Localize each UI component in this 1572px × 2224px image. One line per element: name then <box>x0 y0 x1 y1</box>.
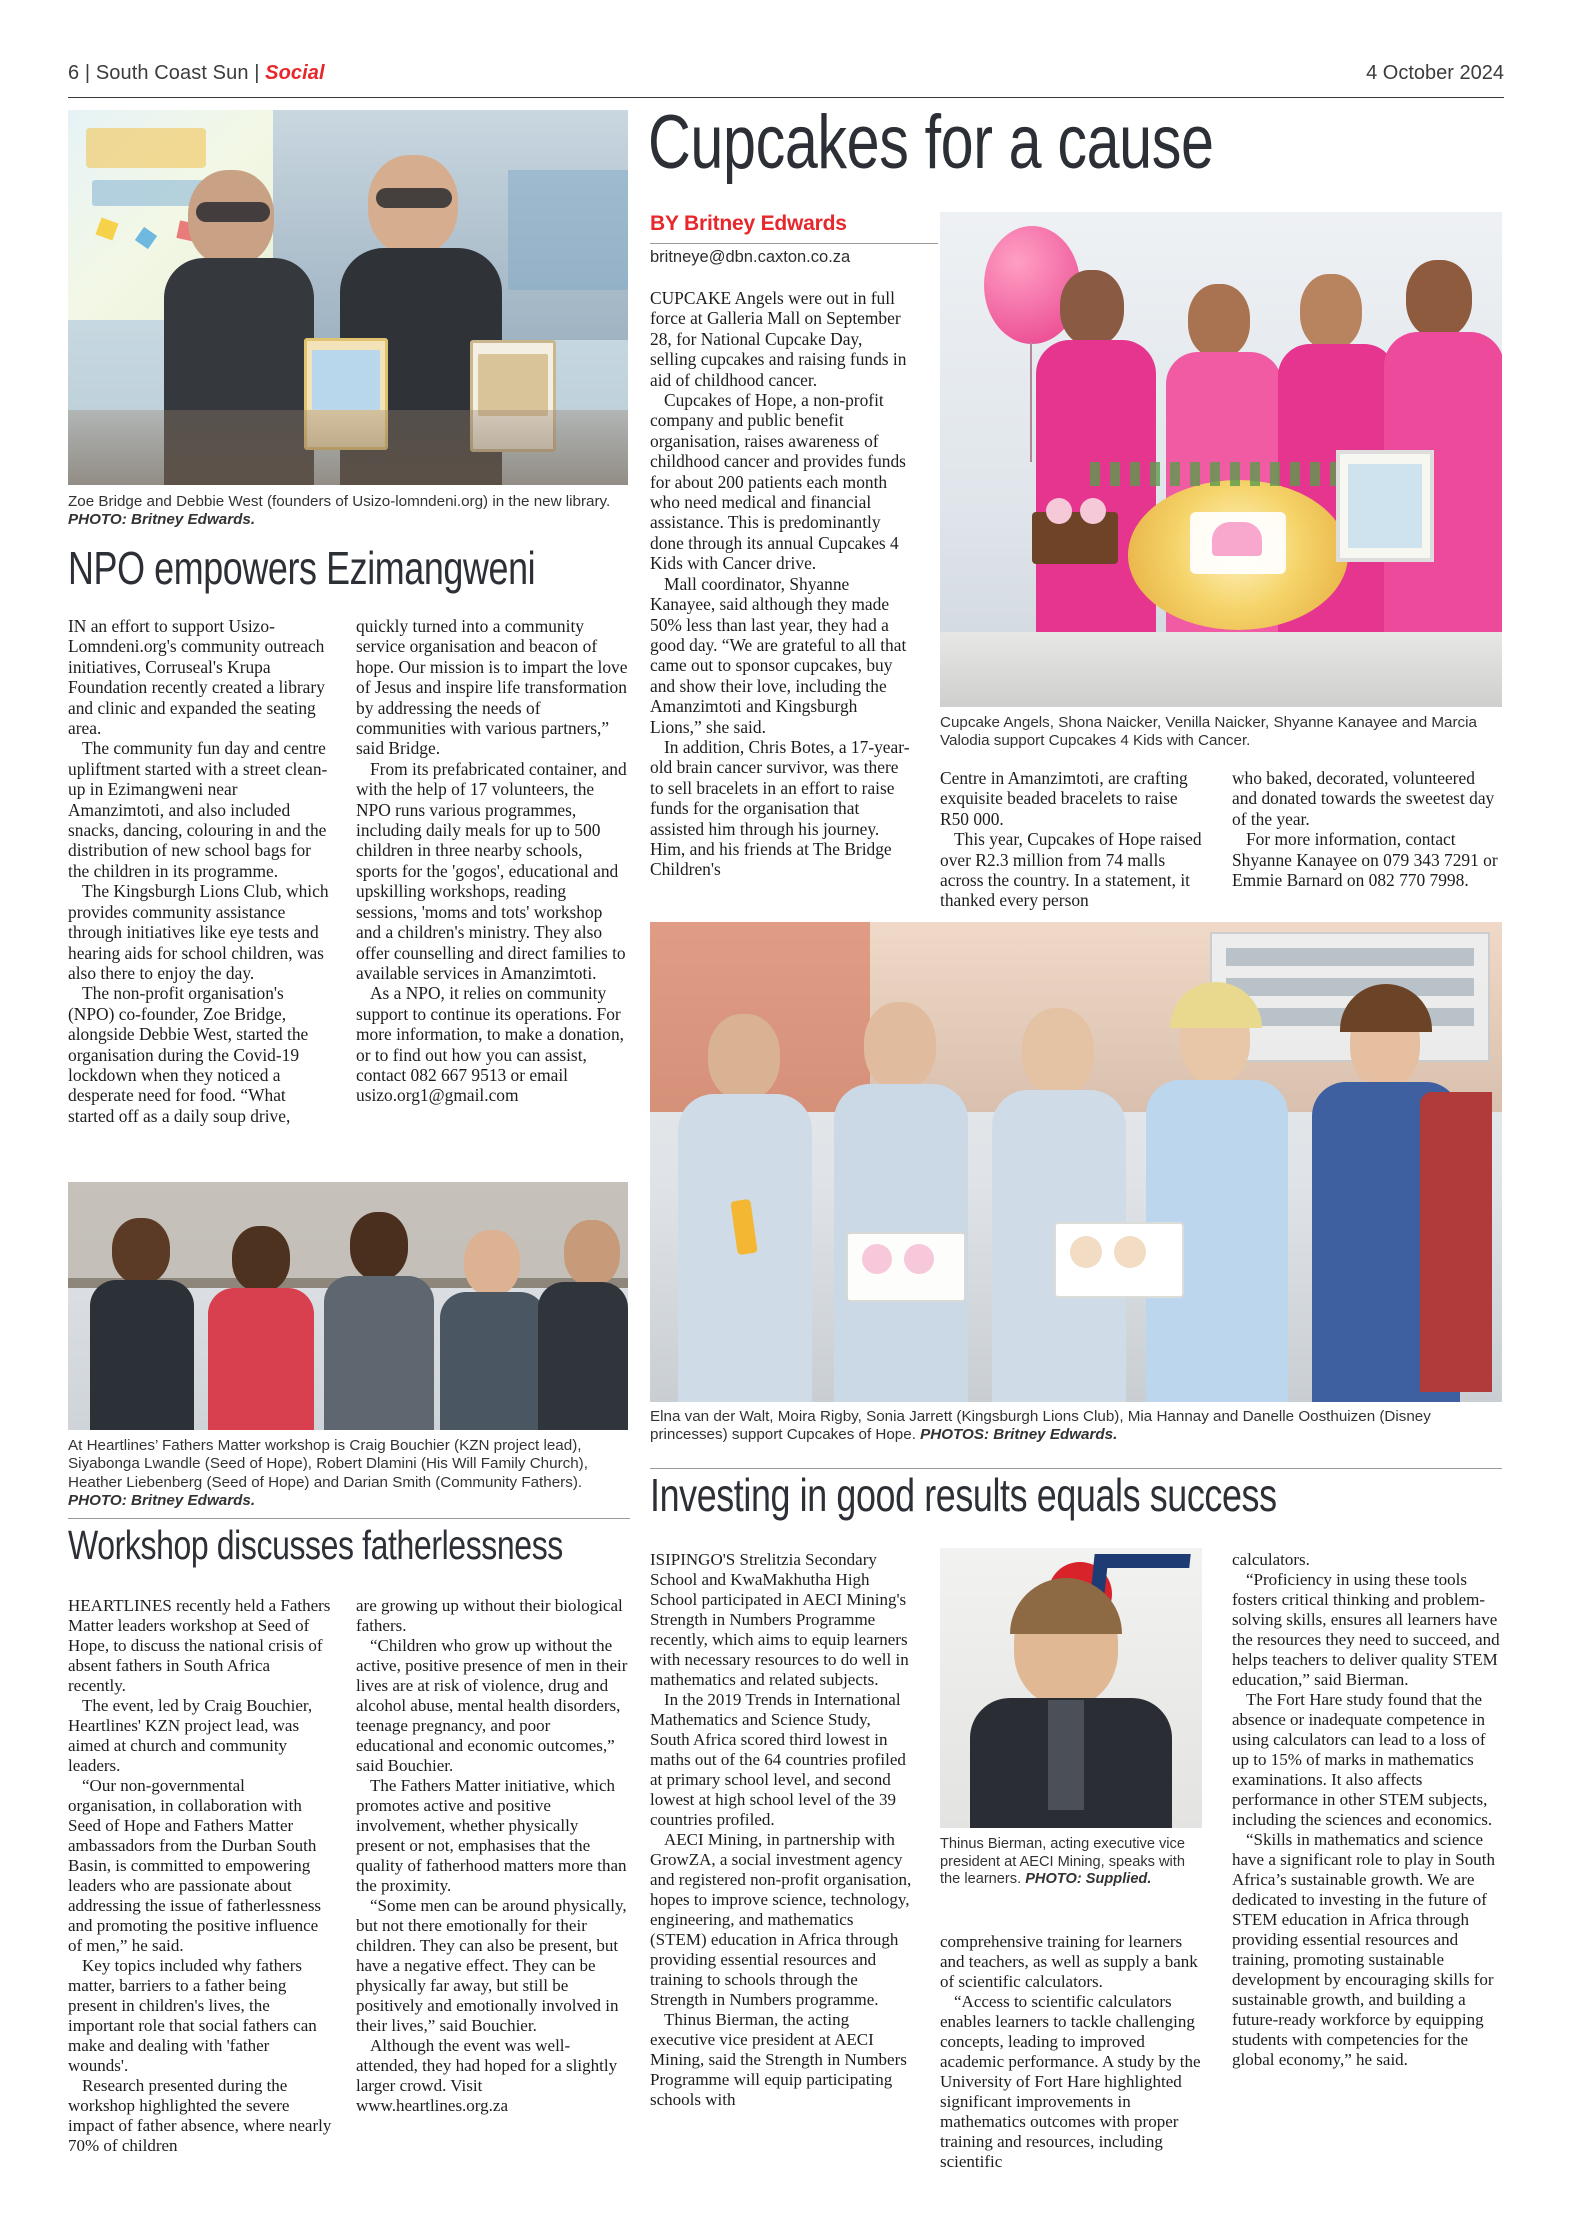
cupcakes-column-2 <box>940 768 1204 911</box>
bierman-photo <box>940 1548 1202 1828</box>
npo-photo-caption <box>68 493 630 530</box>
cup-col1-p3: Mall coordinator, Shyanne Kanayee, said although they made 50% less than last year, they had a good day. “We are grateful to all that came out to sponsor cupcakes, buy and show their love, including the Amanzimtoti and Kingsburgh Lions,” she said. <box>650 573 907 737</box>
cupcakes-byline: BY Britney Edwards <box>650 212 847 235</box>
npo-column-1 <box>68 616 332 1126</box>
npo-col1-p2: The community fun day and centre upliftment started with a street clean-up in Ezimangweni near Amanzimtoti, and also included snacks, dancing, colouring in and the distribution of new school bags for the children in its programme. <box>68 738 328 881</box>
npo-col1-p3: The Kingsburgh Lions Club, which provides community assistance through initiatives like eye tests and hearing aids for school children, was also there to enjoy the day. <box>68 881 329 983</box>
cup2-caption-credit: PHOTOS: Britney Edwards. <box>920 1426 1118 1444</box>
ws-col2-p5: Although the event was well-attended, they had hoped for a slightly larger crowd. Visit www.heartlines.org.za <box>356 2036 618 2115</box>
ws-col1-p5: Research presented during the workshop highlighted the severe impact of father absence, where nearly 70% of children <box>68 2076 332 2155</box>
ws-col2-p3: The Fathers Matter initiative, which promotes active and positive involvement, whether physically present or not, emphasises that the quality of fatherhood matters more than the proximity. <box>356 1776 627 1895</box>
npo-caption-credit: PHOTO: Britney Edwards. <box>68 511 256 529</box>
cupcakes-headline: Cupcakes for a cause <box>648 100 1214 185</box>
workshop-photo-caption <box>68 1437 630 1511</box>
cup-col1-p4: In addition, Chris Botes, a 17-year-old brain cancer survivor, was there to sell bracelets in an effort to raise funds for the organisation that assisted him through his journey. Him, and his friends at The Bridge Children's <box>650 736 910 880</box>
npo-col2-p2: From its prefabricated container, and with the help of 17 volunteers, the NPO runs various programmes, including daily meals for up to 500 children in three nearby schools, sports for the 'gogos', educational and upskilling workshops, reading sessions, 'moms and tots' workshop and a children's ministry. They also offer counselling and direct families to available services in Amanzimtoti. <box>356 758 627 983</box>
investing-column-2 <box>940 1932 1202 2172</box>
inv-col2-p1: comprehensive training for learners and teachers, as well as supply a bank of scientific calculators. <box>940 1932 1198 1991</box>
npo-col1-p4: The non-profit organisation's (NPO) co-founder, Zoe Bridge, alongside Debbie West, started the organisation during the Covid-19 lockdown when they noticed a desperate need for food. “What started off as a daily soup drive, <box>68 983 309 1126</box>
inv-col3-p4: “Skills in mathematics and science have a significant role to play in South Africa’s sustainable growth. We are dedicated to investing in the future of STEM education in Africa through providing essential resources and training, promoting sustainable development by encouraging skills for sustainable growth, and building a future-ready workforce by equipping students with competencies for the global economy,” he said. <box>1232 1830 1495 2069</box>
cupcake-photo-1-caption: Cupcake Angels, Shona Naicker, Venilla Naicker, Shyanne Kanayee and Marcia Valodia support Cupcakes 4 Kids with Cancer. <box>940 714 1477 750</box>
ws-col1-p1: HEARTLINES recently held a Fathers Matter leaders workshop at Seed of Hope, to discuss the national crisis of absent fathers in South Africa recently. <box>68 1596 331 1695</box>
workshop-column-1 <box>68 1596 332 2156</box>
cupcake-photo-1 <box>940 212 1502 707</box>
workshop-caption-text: At Heartlines’ Fathers Matter workshop is Craig Bouchier (KZN project lead), Siyabonga Lwandle (Seed of Hope), Robert Dlamini (His Will Family Church), Heather Liebenberg (Seed of Hope) and Darian Smith (Community Fathers). <box>68 1437 588 1491</box>
cup-col2-p1: Centre in Amanzimtoti, are crafting exquisite beaded bracelets to raise R50 000. <box>940 768 1188 829</box>
npo-col2-p3: As a NPO, it relies on community support to continue its operations. For more information, to make a donation, or to find out how you can assist, contact 082 667 9513 or email usizo.org1@gmail.com <box>356 983 625 1106</box>
ws-col1-p4: Key topics included why fathers matter, barriers to a father being present in children's lives, the important role that social fathers can make and dealing with 'father wounds'. <box>68 1956 317 2075</box>
masthead-page-publication: 6 | South Coast Sun | <box>68 62 266 84</box>
workshop-headline: Workshop discusses fatherlessness <box>68 1522 563 1568</box>
masthead <box>68 62 1504 98</box>
npo-col2-p1: quickly turned into a community service organisation and beacon of hope. Our mission is to impart the love of Jesus and inspire life transformation by addressing the needs of communities with various partners,” said Bridge. <box>356 616 628 759</box>
investing-headline: Investing in good results equals success <box>650 1469 1277 1521</box>
cup-col3-p2: For more information, contact Shyanne Kanayee on 079 343 7291 or Emmie Barnard on 082 770 7998. <box>1232 829 1498 891</box>
workshop-section-rule <box>68 1518 630 1519</box>
npo-column-2 <box>356 616 628 1106</box>
masthead-date: 4 October 2024 <box>1366 62 1504 84</box>
cup-col2-p2: This year, Cupcakes of Hope raised over R2.3 million from 74 malls across the country. In a statement, it thanked every person <box>940 829 1202 911</box>
cupcake-photo-2-caption <box>650 1408 1502 1445</box>
ws-col2-p2: “Children who grow up without the active, positive presence of men in their lives are at risk of violence, drug and alcohol abuse, mental health disorders, teenage pregnancy, and poor educational and economic outcomes,” said Bouchier. <box>356 1636 628 1775</box>
inv-col3-p3: The Fort Hare study found that the absence or inadequate competence in using calculators can lead to a loss of up to 15% of marks in mathematics examinations. It also affects performance in other STEM subjects, including the sciences and economics. <box>1232 1690 1493 1829</box>
byline-rule <box>650 243 938 244</box>
npo-col1-p1: IN an effort to support Usizo-Lomndeni.org's community outreach initiatives, Corruseal's Krupa Foundation recently created a library and clinic and expanded the seating area. <box>68 616 325 739</box>
inv-col1-p2: In the 2019 Trends in International Mathematics and Science Study, South Africa scored third lowest in maths out of the 64 countries profiled at primary school level, and second lowest at high school level of the 39 countries profiled. <box>650 1690 906 1829</box>
cupcakes-email: britneye@dbn.caxton.co.za <box>650 248 851 266</box>
npo-photo <box>68 110 628 485</box>
investing-column-3 <box>1232 1550 1502 2070</box>
cupcakes-column-1 <box>650 288 912 880</box>
workshop-photo <box>68 1182 628 1430</box>
inv-col2-p2: “Access to scientific calculators enables learners to tackle challenging concepts, leading to improved academic performance. A study by the University of Fort Hare highlighted significant improvements in mathematics outcomes with proper training and resources, including scientific <box>940 1992 1201 2171</box>
cup-col3-p1: who baked, decorated, volunteered and donated towards the sweetest day of the year. <box>1232 768 1495 829</box>
inv-col3-p1: calculators. <box>1232 1550 1310 1569</box>
npo-headline: NPO empowers Ezimangweni <box>68 542 536 594</box>
ws-col1-p2: The event, led by Craig Bouchier, Heartlines' KZN project lead, was aimed at church and community leaders. <box>68 1696 313 1775</box>
cupcake-photo-2 <box>650 922 1502 1402</box>
cup-col1-p2: Cupcakes of Hope, a non-profit company and public benefit organisation, raises awareness of childhood cancer and provides funds for about 200 patients each month who need medical and financial assistance. This is predominantly done through its annual Cupcakes 4 Kids with Cancer drive. <box>650 390 906 574</box>
workshop-column-2 <box>356 1596 628 2116</box>
ws-col2-p4: “Some men can be around physically, but not there emotionally for their children. They can also be present, but have a negative effect. They can be physically far away, but still be positively and emotionally involved in their lives,” said Bouchier. <box>356 1896 627 2035</box>
inv-col1-p3: AECI Mining, in partnership with GrowZA, a social investment agency and registered non-profit organisation, hopes to improve science, technology, engineering, and mathematics (STEM) education in Africa through providing essential resources and training to schools through the Strength in Numbers programme. <box>650 1830 912 2009</box>
inv-col1-p1: ISIPINGO'S Strelitzia Secondary School and KwaMakhutha High School participated in AECI Mining's Strength in Numbers Programme recently, which aims to equip learners with necessary resources to do well in mathematics and related subjects. <box>650 1550 909 1689</box>
masthead-left <box>68 62 325 85</box>
inv-caption-text: Thinus Bierman, acting executive vice president at AECI Mining, speaks with the learners. <box>940 1836 1185 1888</box>
ws-col2-p1: are growing up without their biological fathers. <box>356 1596 623 1635</box>
ws-col1-p3: “Our non-governmental organisation, in collaboration with Seed of Hope and Fathers Matter ambassadors from the Durban South Basin, is committed to empowering leaders who are passionate about addressing the issue of fatherlessness and promoting the positive influence of men,” he said. <box>68 1776 322 1955</box>
npo-caption-text: Zoe Bridge and Debbie West (founders of Usizo-lomndeni.org) in the new library. <box>68 493 611 510</box>
workshop-caption-credit: PHOTO: Britney Edwards. <box>68 1492 256 1510</box>
cupcakes-column-3 <box>1232 768 1502 890</box>
inv-caption-credit: PHOTO: Supplied. <box>1025 1871 1152 1888</box>
investing-column-1 <box>650 1550 912 2110</box>
bierman-photo-caption <box>940 1836 1202 1889</box>
cup2-caption-text: Elna van der Walt, Moira Rigby, Sonia Jarrett (Kingsburgh Lions Club), Mia Hannay and Danelle Oosthuizen (Disney princesses) support Cupcakes of Hope. <box>650 1408 1431 1444</box>
masthead-section: Social <box>265 62 325 84</box>
inv-col3-p2: “Proficiency in using these tools fosters critical thinking and problem-solving skills, ensures all learners have the resources they need to succeed, and helps teachers to deliver quality STEM education,” said Bierman. <box>1232 1570 1500 1689</box>
inv-col1-p4: Thinus Bierman, the acting executive vice president at AECI Mining, said the Strength in Numbers Programme will equip participating schools with <box>650 2010 907 2109</box>
cup-col1-p1: CUPCAKE Angels were out in full force at Galleria Mall on September 28, for National Cupcake Day, selling cupcakes and raising funds in aid of childhood cancer. <box>650 288 907 390</box>
